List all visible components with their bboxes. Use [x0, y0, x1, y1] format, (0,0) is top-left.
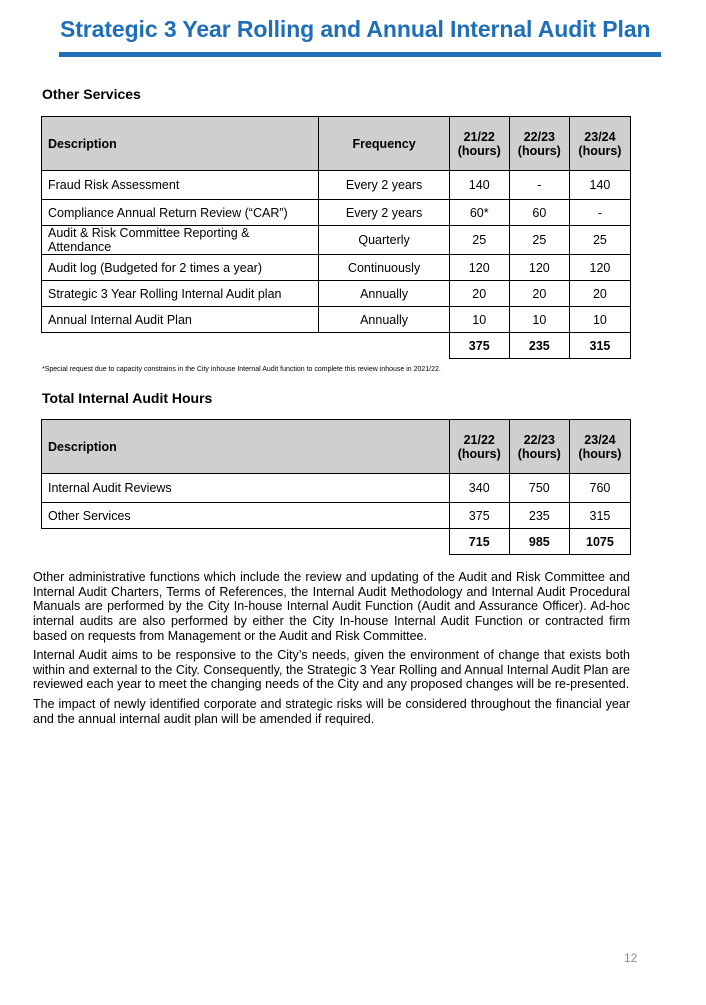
column-header: Description: [42, 117, 319, 171]
table-cell: 750: [509, 474, 569, 503]
table-header-row: [42, 117, 631, 171]
table-cell: -: [569, 200, 630, 226]
totals-row: [42, 333, 631, 359]
table-cell: 20: [509, 281, 569, 307]
total-cell: 985: [509, 529, 569, 555]
table-row: [42, 226, 631, 255]
table-cell: Annually: [319, 281, 449, 307]
table-cell: 120: [449, 255, 509, 281]
table-cell: 120: [509, 255, 569, 281]
table-row: [42, 474, 631, 503]
table-cell: 25: [509, 226, 569, 255]
total-hours-heading: Total Internal Audit Hours: [42, 390, 213, 406]
table-cell: 140: [449, 171, 509, 200]
column-header: 22/23 (hours): [509, 420, 569, 474]
table-cell: Other Services: [42, 503, 450, 529]
table-cell: -: [509, 171, 569, 200]
table-cell: 140: [569, 171, 630, 200]
table-cell: Annual Internal Audit Plan: [42, 307, 319, 333]
total-cell: 375: [449, 333, 509, 359]
page-number: 12: [624, 951, 638, 965]
table-cell: Annually: [319, 307, 449, 333]
table-cell: 235: [509, 503, 569, 529]
body-paragraph: The impact of newly identified corporate and strategic risks will be considered throughout the financial year and the annual internal audit plan will be amended if required.: [33, 697, 630, 726]
table-cell: 10: [449, 307, 509, 333]
column-header: 23/24 (hours): [569, 420, 630, 474]
table-cell: 20: [569, 281, 630, 307]
table-row: [42, 503, 631, 529]
table-cell: Strategic 3 Year Rolling Internal Audit plan: [42, 281, 319, 307]
table-cell: Quarterly: [319, 226, 449, 255]
table-cell: 60*: [449, 200, 509, 226]
table-cell: Audit log (Budgeted for 2 times a year): [42, 255, 319, 281]
table-header-row: [42, 420, 631, 474]
body-paragraph: Internal Audit aims to be responsive to the City’s needs, given the environment of change that exists both within and external to the City. Consequently, the Strategic 3 Year Rolling and Annual Internal Audit Plan are reviewed each year to meet the changing needs of the City and any proposed changes will be re-presented.: [33, 648, 630, 692]
total-cell: 235: [509, 333, 569, 359]
table-cell: 120: [569, 255, 630, 281]
body-paragraph: Other administrative functions which include the review and updating of the Audit and Risk Committee and Internal Audit Charters, Terms of References, the Internal Audit Methodology and Internal Audit Procedural Manuals are performed by the City In-house Internal Audit Function (Audit and Assurance Officer). Ad-hoc internal audits are also performed by either the City In-house Internal Audit Function or contracted firm based on requests from Management or the Audit and Risk Committee.: [33, 570, 630, 643]
table-cell: 10: [569, 307, 630, 333]
totals-row: [42, 529, 631, 555]
table-cell: Every 2 years: [319, 171, 449, 200]
column-header: Description: [42, 420, 450, 474]
page-title: Strategic 3 Year Rolling and Annual Internal Audit Plan: [60, 16, 651, 42]
table-cell: Compliance Annual Return Review (“CAR”): [42, 200, 319, 226]
table-cell: 20: [449, 281, 509, 307]
total-cell: 315: [569, 333, 630, 359]
other-services-heading: Other Services: [42, 86, 141, 102]
total-cell: 715: [449, 529, 509, 555]
total-hours-table: [41, 419, 631, 555]
total-cell: 1075: [569, 529, 630, 555]
table-row: [42, 307, 631, 333]
table-cell: Fraud Risk Assessment: [42, 171, 319, 200]
table-cell: 25: [449, 226, 509, 255]
table-cell: Internal Audit Reviews: [42, 474, 450, 503]
footnote: *Special request due to capacity constrains in the City inhouse Internal Audit function to complete this review inhouse in 2021/22.: [42, 366, 441, 373]
table-cell: Every 2 years: [319, 200, 449, 226]
table-cell: Continuously: [319, 255, 449, 281]
table-row: [42, 171, 631, 200]
table-cell: 25: [569, 226, 630, 255]
table-row: [42, 200, 631, 226]
table-row: [42, 281, 631, 307]
column-header: 22/23 (hours): [509, 117, 569, 171]
column-header: Frequency: [319, 117, 449, 171]
table-cell: 60: [509, 200, 569, 226]
table-cell: 10: [509, 307, 569, 333]
table-row: [42, 255, 631, 281]
table-cell: Audit & Risk Committee Reporting & Attendance: [42, 226, 319, 255]
column-header: 21/22 (hours): [449, 420, 509, 474]
column-header: 23/24 (hours): [569, 117, 630, 171]
table-cell: 375: [449, 503, 509, 529]
title-underline: [59, 52, 661, 57]
column-header: 21/22 (hours): [449, 117, 509, 171]
table-cell: 340: [449, 474, 509, 503]
table-cell: 315: [569, 503, 630, 529]
other-services-table: [41, 116, 631, 359]
table-cell: 760: [569, 474, 630, 503]
